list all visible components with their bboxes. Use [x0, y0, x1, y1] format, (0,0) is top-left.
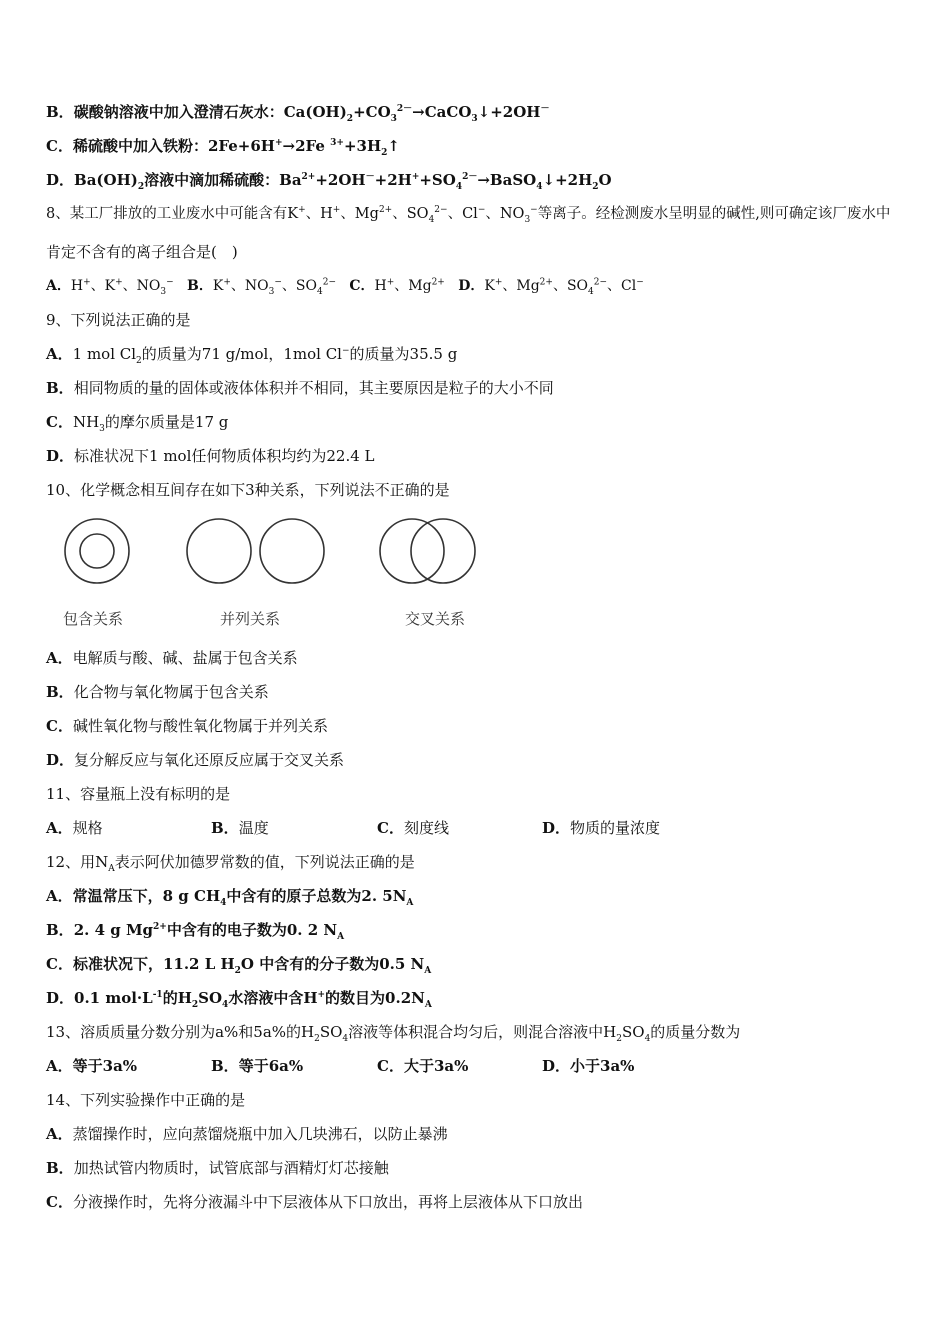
- q8-option-a: A．H+、K+、$NO_3^-$: [46, 277, 174, 297]
- q13-option-c: C．大于3a%: [377, 1057, 469, 1075]
- q14-option-c: C．分液操作时，先将分液漏斗中下层液体从下口放出，再将上层液体从下口放出: [46, 1193, 583, 1211]
- q11-option-c: C．刻度线: [377, 819, 449, 837]
- relationship-diagram: [55, 512, 495, 628]
- q9-option-b: B．相同物质的量的固体或液体体积并不相同，其主要原因是粒子的大小不同: [46, 379, 554, 397]
- q9-option-d: D．标准状况下1 mol任何物质体积均约为22.4 L: [46, 447, 375, 465]
- cross-right-circle: [411, 519, 475, 583]
- q8-option-b: B．K+、$NO_3^-$、$SO_4^{2-}$: [187, 277, 336, 297]
- q10-option-c: C．碱性氧化物与酸性氧化物属于并列关系: [46, 717, 328, 735]
- q7-option-c: C．稀硫酸中加入铁粉：2Fe+6H+→2Fe $^{3+}+3H_2↑$: [46, 137, 400, 158]
- q9-option-c: C．$NH_3$的摩尔质量是17 g: [46, 413, 229, 434]
- q8-stem-cont: 肯定不含有的离子组合是( ): [46, 243, 238, 261]
- label-parallel: 并列关系: [220, 610, 281, 628]
- q9-stem: 9、下列说法正确的是: [46, 311, 191, 329]
- label-contain: 包含关系: [63, 610, 124, 628]
- q10-option-b: B．化合物与氧化物属于包含关系: [46, 683, 269, 701]
- q10-option-a: A．电解质与酸、碱、盐属于包含关系: [46, 649, 298, 667]
- q7-option-d: D．$Ba(OH)_2$溶液中滴加稀硫酸：$Ba^{2+}+2OH^-+2H^++SO_4^{2-}\to BaSO_4↓+2H_2O$: [46, 171, 612, 192]
- q14-option-b: B．加热试管内物质时，试管底部与酒精灯灯芯接触: [46, 1159, 389, 1177]
- cross-left-circle: [380, 519, 444, 583]
- q13-stem: 13、溶质质量分数分别为a%和5a%的$H_2SO_4$溶液等体积混合均匀后，则混合溶液中$H_2SO_4$的质量分数为: [46, 1023, 741, 1044]
- relationship-diagram-svg: [55, 512, 495, 602]
- contain-inner-circle: [80, 534, 114, 568]
- q12-option-b: B．2. 4 g $Mg^{2+}$中含有的电子数为0. 2 $N_A$: [46, 921, 345, 942]
- parallel-right-circle: [260, 519, 324, 583]
- q8-option-d: D．K+、$Mg^{2+}$、$SO_4^{2-}$、Cl−: [458, 277, 644, 297]
- q10-stem: 10、化学概念相互间存在如下3种关系，下列说法不正确的是: [46, 481, 450, 499]
- q12-option-c: C．标准状况下，11.2 L $H_2O$ 中含有的分子数为0.5 $N_A$: [46, 955, 432, 976]
- parallel-left-circle: [187, 519, 251, 583]
- q14-stem: 14、下列实验操作中正确的是: [46, 1091, 246, 1109]
- q13-option-d: D．小于3a%: [542, 1057, 635, 1075]
- q14-option-a: A．蒸馏操作时，应向蒸馏烧瓶中加入几块沸石，以防止暴沸: [46, 1125, 448, 1143]
- q8-stem: 8、某工厂排放的工业废水中可能含有K+、H+、$Mg^{2+}$、$SO_4^{2-}$、Cl−、$NO_3^-$等离子。经检测废水呈明显的碱性,则可确定该厂废水中: [46, 205, 891, 225]
- q12-option-a: A．常温常压下，8 g $CH_4$中含有的原子总数为2. $5N_A$: [46, 887, 414, 908]
- q9-option-a: A．1 mol $Cl_2$的质量为71 g/mol，1mol Cl−的质量为35.5 g: [46, 345, 458, 366]
- q12-stem: 12、用$N_A$表示阿伏加德罗常数的值，下列说法正确的是: [46, 853, 415, 874]
- contain-outer-circle: [65, 519, 129, 583]
- q11-option-a: A．规格: [46, 819, 103, 837]
- q11-stem: 11、容量瓶上没有标明的是: [46, 785, 231, 803]
- q13-option-b: B．等于6a%: [211, 1057, 304, 1075]
- q8-options: [46, 276, 644, 296]
- q11-option-d: D．物质的量浓度: [542, 819, 661, 837]
- q8-option-c: C．H+、$Mg^{2+}$: [349, 277, 445, 294]
- q12-option-d: D．0.1 $mol\cdot L^{-1}$的$H_2SO_4$水溶液中含H+的数目为$0.2N_A$: [46, 989, 432, 1010]
- label-cross: 交叉关系: [405, 610, 466, 628]
- q13-option-a: A．等于3a%: [46, 1057, 138, 1075]
- q7-option-b: B．碳酸钠溶液中加入澄清石灰水：$Ca(OH)_2+CO_3^{2-}\to CaCO_3↓+2OH^-$: [46, 103, 550, 124]
- q10-option-d: D．复分解反应与氧化还原反应属于交叉关系: [46, 751, 345, 769]
- q11-option-b: B．温度: [211, 819, 269, 837]
